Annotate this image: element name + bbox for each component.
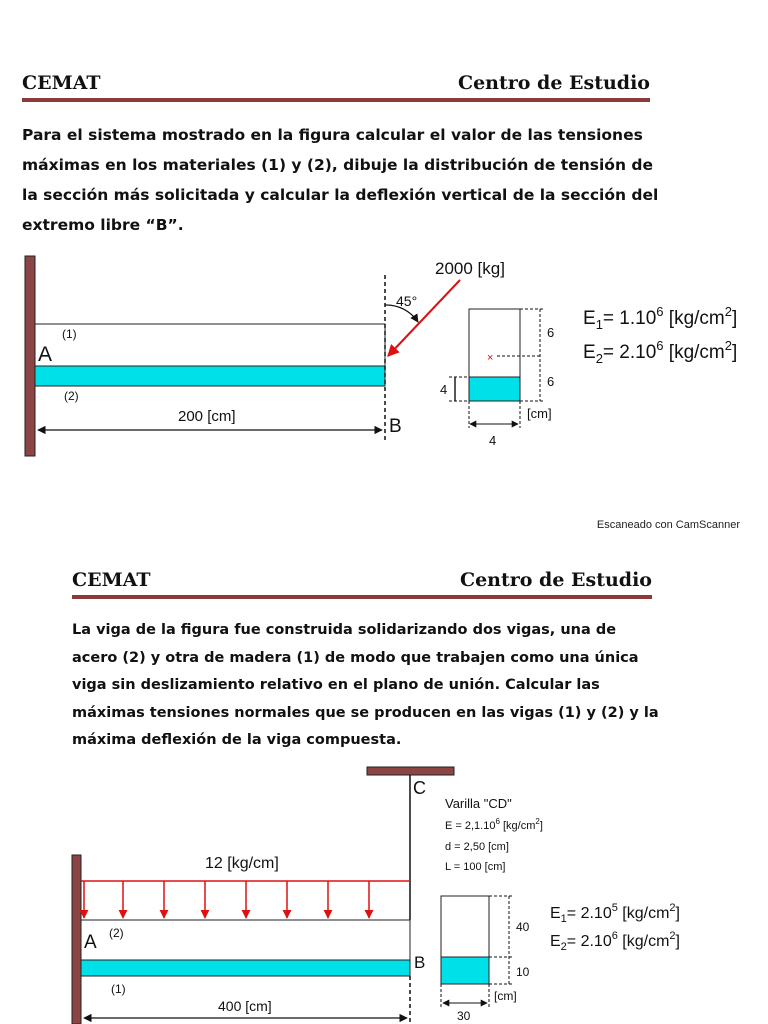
section2-unit: [cm] — [494, 989, 517, 1003]
section-unit: [cm] — [527, 406, 552, 421]
point-a-label: A — [38, 343, 53, 366]
header-right-centro: Centro de Estudio — [457, 72, 650, 94]
problem2-header — [72, 567, 652, 591]
dim2-width-30: 30 — [457, 1009, 471, 1023]
wood-beam-2 — [81, 920, 410, 960]
material-1-label-fig2: (1) — [111, 982, 126, 996]
rod-modulus: $E = 2,1.10^6$ $[kg/cm^2]$ — [445, 817, 543, 832]
header2-left-cemat: CEMAT — [72, 569, 151, 591]
figure2-beam-rod — [72, 767, 680, 1024]
distributed-load-arrows — [84, 881, 369, 918]
fixed-wall-2 — [72, 855, 81, 1024]
section-wood — [469, 309, 520, 377]
span-label-2: 400 [cm] — [218, 998, 272, 1014]
rod-diameter: d = 2,50 [cm] — [445, 841, 509, 853]
modulus-e2: $E_2= 2.10^6$ $[kg/cm^2]$ — [583, 338, 738, 366]
dim2-bottom-10: 10 — [516, 965, 530, 979]
dim2-top-40: 40 — [516, 920, 530, 934]
point-b-label: B — [389, 416, 402, 437]
material-1-label: (1) — [62, 327, 77, 341]
header2-rule — [72, 595, 652, 599]
scanner-watermark: Escaneado con CamScanner — [596, 519, 740, 531]
material-2-label: (2) — [64, 389, 79, 403]
top-support — [367, 767, 454, 775]
distributed-load-label: 12 [kg/cm] — [205, 855, 279, 872]
rod-title: Varilla "CD" — [445, 796, 512, 811]
wood-layer-1 — [35, 324, 385, 366]
dim-left-4: 4 — [440, 382, 448, 397]
header2-right-centro: Centro de Estudio — [459, 569, 652, 591]
section2-wood — [441, 896, 489, 957]
rod-length: L = 100 [cm] — [445, 861, 506, 873]
steel-layer-2 — [35, 366, 385, 386]
modulus2-e1: $E_1= 2.10^5$ $[kg/cm^2]$ — [550, 902, 680, 925]
steel-beam-1 — [81, 960, 410, 976]
dim-top-6: 6 — [547, 325, 555, 340]
modulus2-e2: $E_2= 2.10^6$ $[kg/cm^2]$ — [550, 930, 680, 953]
load-arrow — [388, 280, 460, 356]
header-left-cemat: CEMAT — [22, 72, 101, 94]
angle-label: 45° — [396, 293, 418, 309]
load-label: 2000 [kg] — [435, 259, 505, 278]
material-2-label-fig2: (2) — [109, 926, 124, 940]
span-label: 200 [cm] — [178, 408, 236, 425]
centroid-mark: × — [487, 352, 494, 364]
section-steel — [469, 377, 520, 401]
fixed-wall — [25, 256, 35, 456]
figure1-cantilever — [25, 256, 737, 456]
dim-bottom-6: 6 — [547, 374, 555, 389]
problem1-statement: Para el sistema mostrado en la figura calcular el valor de las tensiones máximas en los materiales (1) y (2), dibuje la distribución de tensión de la sección más solicitada y calcular la deflexión vertical de la sección del extremo libre “B”. — [22, 126, 659, 234]
section2-steel — [441, 957, 489, 984]
problem2-statement: La viga de la figura fue construida solidarizando dos vigas, una de acero (2) y otra de madera (1) de modo que trabajen como una única viga sin deslizamiento relativo en el plano de unión. Calcular las máximas tensiones normales que se producen en las vigas (1) y (2) y la máxima deflexión de la viga compuesta. — [72, 622, 659, 748]
point-a2-label: A — [84, 932, 97, 953]
modulus-e1: $E_1= 1.10^6$ $[kg/cm^2]$ — [583, 304, 738, 332]
dim-width-4: 4 — [489, 433, 497, 448]
point-b2-label: B — [414, 953, 426, 972]
point-c-label: C — [413, 778, 426, 798]
